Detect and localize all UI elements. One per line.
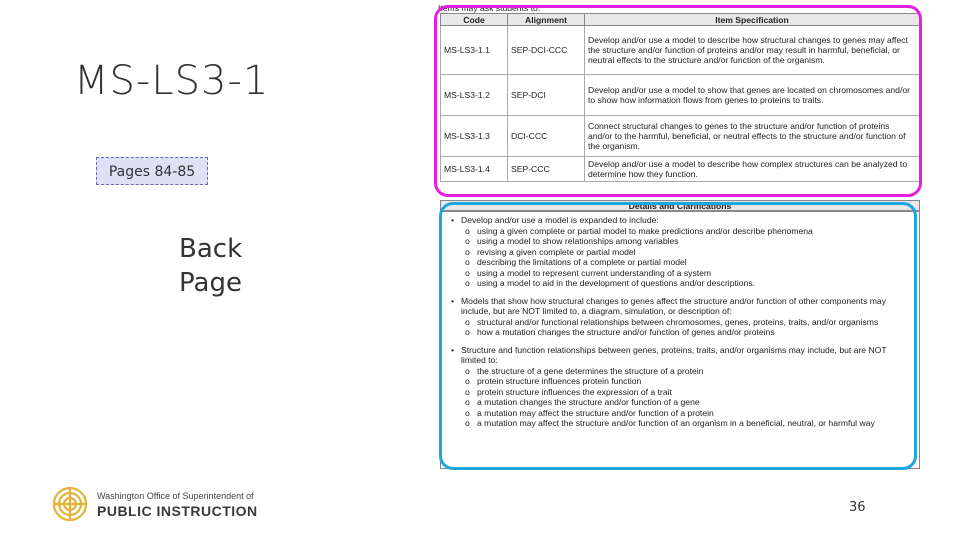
- row-alignment: DCI-CCC: [508, 116, 585, 157]
- details-lead: • Models that show how structural changes to genes affect the structure and/or function of other components may include, but are NOT limited to, a diagram, simulation, or description of:: [451, 296, 913, 317]
- list-item: o protein structure influences protein function: [465, 376, 913, 387]
- highlight-outline-details: [439, 202, 917, 470]
- list-item: o using a given complete or partial model to make predictions and/or describe phenomena: [465, 226, 913, 237]
- list-item: o revising a given complete or partial model: [465, 247, 913, 258]
- row-alignment: SEP-DCI: [508, 75, 585, 116]
- row-spec: Develop and/or use a model to show that genes are located on chromosomes and/or to show how information flows from genes to proteins to traits.: [585, 75, 920, 116]
- page-number: 36: [849, 500, 866, 515]
- list-item: o a mutation may affect the structure and/or function of a protein: [465, 408, 913, 419]
- list-item: o a mutation may affect the structure and/or function of an organism in a beneficial, neutral, or harmful way: [465, 418, 913, 429]
- header-code: Code: [441, 14, 508, 26]
- list-item: o the structure of a gene determines the structure of a protein: [465, 366, 913, 377]
- row-spec: Develop and/or use a model to describe how structural changes to genes may affect the structure and/or function of proteins and/or may result in harmful, beneficial, or neutral effects to the structure and/or function of the organism.: [585, 26, 920, 75]
- details-lead: • Structure and function relationships between genes, proteins, traits, and/or organisms may include, but are NOT limited to:: [451, 345, 913, 366]
- row-spec: Develop and/or use a model to describe how complex structures can be analyzed to determine how they function.: [585, 157, 920, 182]
- row-spec: Connect structural changes to genes to the structure and/or function of proteins and/or to the harmful, beneficial, or neutral effects to the structure and/or function of the organism.: [585, 116, 920, 157]
- details-header: Details and Clarifications: [440, 200, 920, 211]
- logo-title: PUBLIC INSTRUCTION: [97, 503, 258, 519]
- slide-title: MS-LS3-1: [74, 58, 270, 104]
- row-alignment: SEP-CCC: [508, 157, 585, 182]
- list-item: o using a model to show relationships among variables: [465, 236, 913, 247]
- row-code: MS-LS3-1.1: [441, 26, 508, 75]
- list-item: o describing the limitations of a complete or partial model: [465, 257, 913, 268]
- list-item: o using a model to represent current understanding of a system: [465, 268, 913, 279]
- pages-label: Pages 84-85: [96, 157, 208, 185]
- logo-subtitle: Washington Office of Superintendent of: [97, 491, 254, 501]
- row-code: MS-LS3-1.2: [441, 75, 508, 116]
- back-page-label: Back Page: [179, 234, 243, 298]
- document-top-text: Items may ask students to:: [438, 3, 541, 13]
- highlight-outline-specs: [434, 5, 922, 197]
- list-item: o a mutation changes the structure and/or function of a gene: [465, 397, 913, 408]
- row-alignment: SEP-DCI-CCC: [508, 26, 585, 75]
- row-code: MS-LS3-1.3: [441, 116, 508, 157]
- ospi-sun-icon: [52, 486, 88, 522]
- list-item: o how a mutation changes the structure and/or function of genes and/or proteins: [465, 327, 913, 338]
- row-code: MS-LS3-1.4: [441, 157, 508, 182]
- list-item: o protein structure influences the expression of a trait: [465, 387, 913, 398]
- details-lead: • Develop and/or use a model is expanded to include:: [451, 215, 913, 226]
- header-alignment: Alignment: [508, 14, 585, 26]
- list-item: o using a model to aid in the development of questions and/or descriptions.: [465, 278, 913, 289]
- list-item: o structural and/or functional relationships between chromosomes, genes, proteins, traits, and/or organisms: [465, 317, 913, 328]
- header-item-spec: Item Specification: [585, 14, 920, 26]
